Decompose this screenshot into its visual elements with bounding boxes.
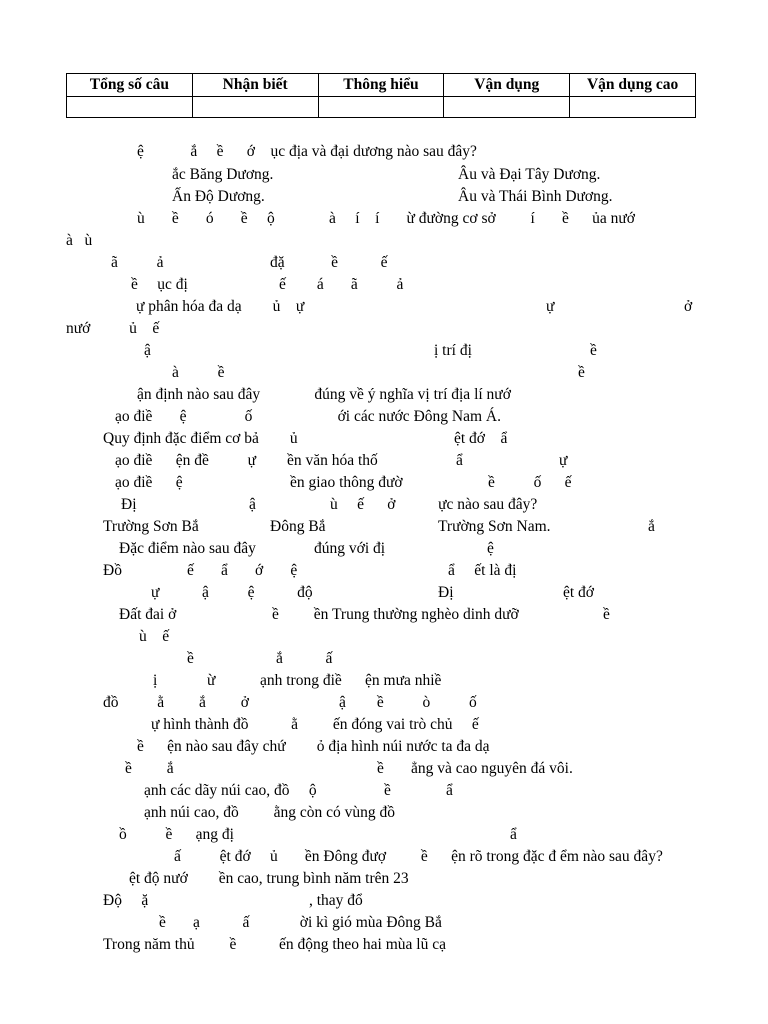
text-line: Quy định đặc điểm cơ bả ủ	[103, 430, 298, 447]
text-line: ẩ ết là đị	[448, 562, 517, 579]
text-line: Đặc điểm nào sau đây đúng với đị	[119, 540, 386, 557]
text-line: ề ện nào sau đây chứ ỏ địa hình núi nước ta đa dạ	[137, 738, 490, 755]
text-line: ế á ã ả	[279, 276, 404, 293]
text-line: Đông Bắ	[270, 518, 326, 535]
text-line: ế ẩ ớ ệ	[187, 562, 298, 579]
text-line: Đị	[121, 496, 137, 513]
cell-application	[444, 97, 570, 118]
text-line: ề ắ	[125, 760, 174, 777]
text-line: ồ ề ạng đị	[119, 826, 234, 843]
cell-comprehension	[318, 97, 444, 118]
text-line: Âu và Đại Tây Dương.	[458, 166, 601, 183]
text-line: ậ	[144, 342, 151, 359]
header-application: Vận dụng	[444, 74, 570, 97]
text-line: ề ố ế	[488, 474, 572, 491]
header-comprehension: Thông hiểu	[318, 74, 444, 97]
score-table	[66, 73, 696, 118]
text-line: ự	[559, 452, 568, 469]
text-line: ẩ	[456, 452, 463, 469]
text-line: ền giao thông đườ	[290, 474, 403, 491]
text-line: ận định nào sau đây đúng về ý nghĩa vị trí địa lí nướ	[137, 386, 511, 403]
text-line: ạnh các dãy núi cao, đồ ộ	[144, 782, 317, 799]
text-line: ạo điề ện đề ự ền văn hóa thố	[115, 452, 378, 469]
text-line: ự	[546, 298, 555, 315]
text-line: đồ ằ ắ ở	[103, 694, 249, 711]
text-line: ệt đớ ẩ	[454, 430, 508, 447]
text-line: ắ	[648, 518, 655, 535]
text-line: ự ậ ệ độ	[151, 584, 313, 601]
text-line: ừ	[207, 672, 216, 689]
text-line: ề ạ ấ ời kì gió mùa Đông Bắ	[159, 914, 442, 931]
text-line: ề ẳng và cao nguyên đá vôi.	[377, 760, 573, 777]
text-line: ấ ệt đớ ủ ền Đông đượ ề ện rõ trong đặc đ ểm nào sau đây?	[174, 848, 663, 865]
text-line: ạnh trong điề ện mưa nhiề	[260, 672, 442, 689]
text-line: ự phân hóa đa dạ ủ ự	[136, 298, 305, 315]
text-line: ệt đớ	[563, 584, 595, 601]
text-line: Trường Sơn Nam.	[438, 518, 551, 535]
text-line: ị trí đị	[434, 342, 472, 359]
text-line: ề	[603, 606, 610, 623]
text-line: Độ ặ	[103, 892, 149, 909]
text-line: ậ ề ò ố	[339, 694, 477, 711]
text-line: ề	[578, 364, 585, 381]
header-total-questions: Tổng số câu	[67, 74, 193, 97]
text-line: ệt độ nướ ền cao, trung bình năm trên 23	[129, 870, 409, 887]
cell-recognition	[192, 97, 318, 118]
text-line: ắ ấ	[276, 650, 333, 667]
text-line: ở	[684, 298, 693, 315]
cell-total-questions	[67, 97, 193, 118]
text-line: ậ	[249, 496, 256, 513]
text-line: Đồ	[103, 562, 122, 579]
text-line: à ù	[66, 232, 93, 249]
header-recognition: Nhận biết	[192, 74, 318, 97]
text-line: ự hình thành đồ ằ ến đóng vai trò chủ ế	[151, 716, 479, 733]
text-line: Ấn Độ Dương.	[172, 188, 265, 205]
score-table-value-row	[67, 97, 696, 118]
text-line: ắc Băng Dương.	[172, 166, 274, 183]
text-line: ạo điề ệ ố ới các nước Đông Nam Á.	[115, 408, 501, 425]
text-line: Trong năm thủ ề ến động theo hai mùa lũ cạ	[103, 936, 446, 953]
text-line: ã ả	[111, 254, 164, 271]
text-line: ẩ	[446, 782, 453, 799]
text-line: ề	[384, 782, 391, 799]
cell-high-application	[570, 97, 696, 118]
text-line: ạo điề ệ	[115, 474, 183, 491]
text-line: ệ ắ ề ớ ục địa và đại dương nào sau đây?	[137, 143, 477, 160]
text-line: ị	[153, 672, 158, 689]
text-line: Âu và Thái Bình Dương.	[458, 188, 613, 205]
header-high-application: Vận dụng cao	[570, 74, 696, 97]
text-line: ạnh núi cao, đồ ằng còn có vùng đồ	[144, 804, 395, 821]
text-line: ề	[187, 650, 194, 667]
text-line: ề ục đị	[131, 276, 188, 293]
text-line: Đị	[438, 584, 454, 601]
text-line: ù ế	[139, 628, 170, 645]
text-line: ù ế ở ực nào sau đây?	[330, 496, 538, 513]
text-line: nướ ủ ế	[66, 320, 160, 337]
score-table-header-row	[67, 74, 696, 97]
text-line: ề ền Trung thường nghèo dinh dưỡ	[272, 606, 519, 623]
text-line: đặ ề ế	[270, 254, 388, 271]
text-line: ệ	[487, 540, 494, 557]
text-line: ù ề ó ề ộ à í í ừ đường cơ sở í ề ủa nướ	[137, 210, 635, 227]
text-line: Đất đai ở	[119, 606, 177, 623]
text-line: , thay đổ	[309, 892, 363, 909]
text-line: à ề	[172, 364, 225, 381]
text-line: ẩ	[510, 826, 517, 843]
text-line: Trường Sơn Bắ	[103, 518, 199, 535]
text-line: ề	[590, 342, 597, 359]
